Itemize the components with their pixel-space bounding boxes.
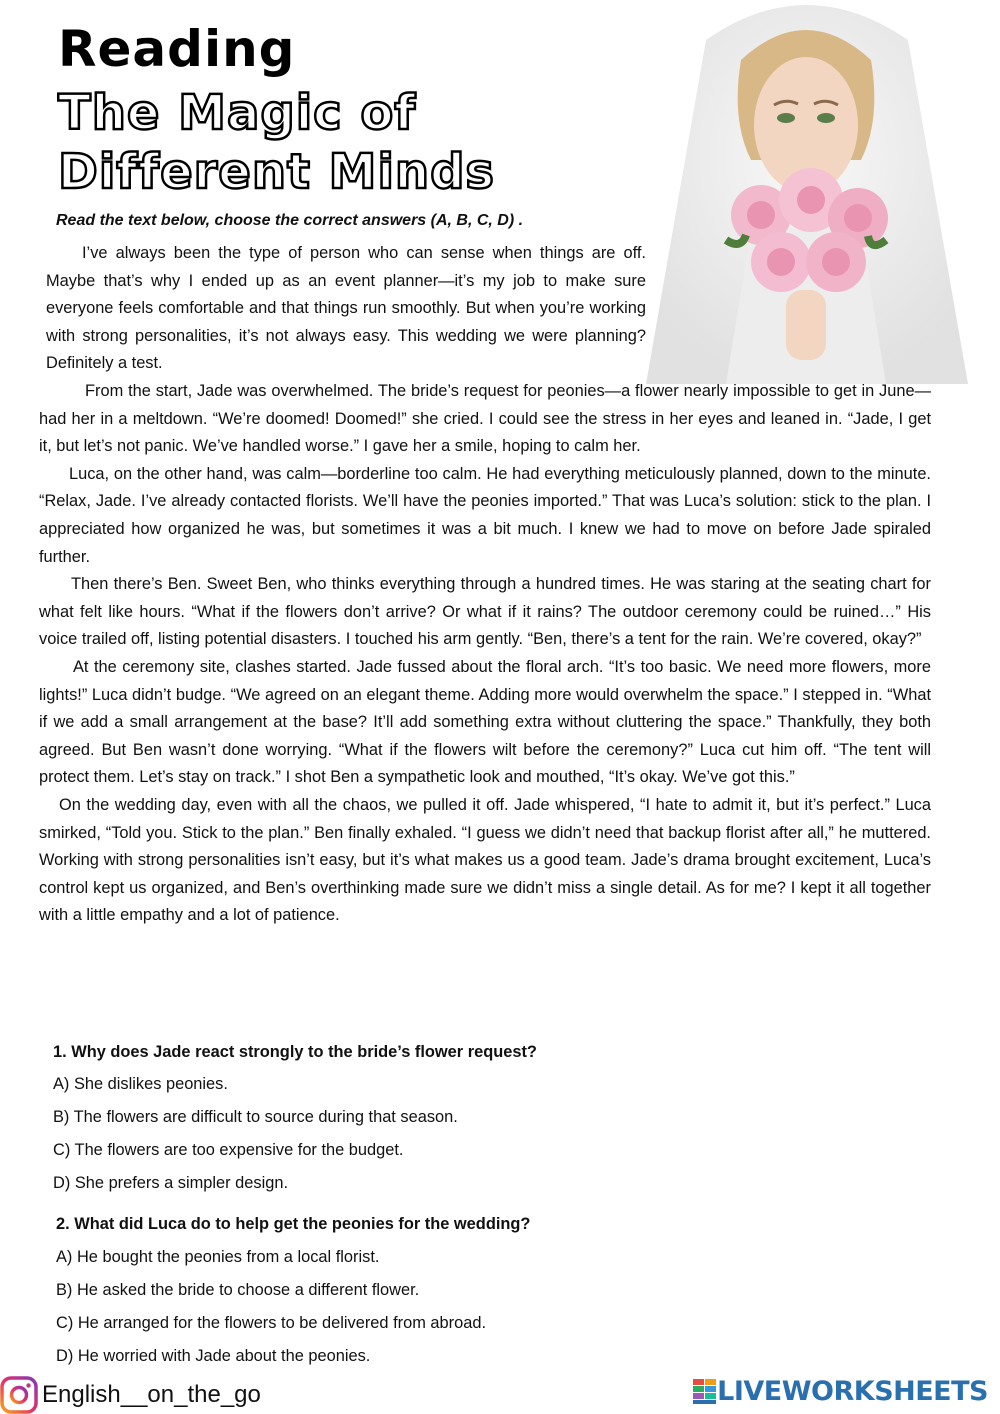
question-1-option-a[interactable]: A) She dislikes peonies.: [53, 1075, 228, 1093]
question-2-option-c[interactable]: C) He arranged for the flowers to be delivered from abroad.: [56, 1314, 487, 1332]
instagram-icon: [0, 1376, 38, 1414]
question-1-prompt: 1. Why does Jade react strongly to the bride’s flower request?: [53, 1043, 537, 1061]
bride-illustration: [646, 0, 968, 384]
question-2-option-d[interactable]: D) He worried with Jade about the peonies.: [56, 1347, 371, 1365]
question-2-option-a[interactable]: A) He bought the peonies from a local florist.: [56, 1248, 380, 1266]
liveworksheets-icon: [693, 1379, 717, 1405]
question-1-option-b[interactable]: B) The flowers are difficult to source during that season.: [53, 1108, 458, 1126]
passage-paragraph-5: At the ceremony site, clashes started. Jade fussed about the floral arch. “It’s too basic. We need more flowers, more lights!” Luca didn’t budge. “We agreed on an elegant theme. Adding more would overwhelm the space.” I stepped in. “What if we add a small arrangement at the base? It’ll add something extra without cluttering the space.” Thankfully, they both agreed. But Ben wasn’t done worrying. “What if the flowers wilt before the ceremony?” Luca cut him off. “The tent will protect them. Let’s stay on track.” I shot Ben a sympathetic look and mouthed, “It’s okay. We’ve got this.”: [39, 657, 931, 787]
question-2-prompt: 2. What did Luca do to help get the peonies for the wedding?: [56, 1215, 531, 1233]
liveworksheets-logo: [693, 1376, 988, 1407]
liveworksheets-brand: LIVEWORKSHEETS: [717, 1376, 988, 1407]
instagram-handle: English__on_the_go: [42, 1381, 261, 1408]
passage-paragraph-3: Luca, on the other hand, was calm—borderline too calm. He had everything meticulously planned, down to the minute. “Relax, Jade. I’ve already contacted florists. We’ll have the peonies imported.” That was Luca’s solution: stick to the plan. I appreciated how organized he was, but sometimes it was a bit much. I knew we had to move on before Jade spiraled further.: [39, 464, 931, 566]
question-1-option-d[interactable]: D) She prefers a simpler design.: [53, 1174, 289, 1192]
passage-paragraph-1: I’ve always been the type of person who can sense when things are off. Maybe that’s why I ended up as an event planner—it’s my job to make sure everyone feels comfortable and that things run smoothly. But when you’re working with strong personalities, it’s not always easy. This wedding we were planning? Definitely a test.: [46, 244, 646, 373]
page-title: The Magic of Different Minds: [58, 85, 495, 200]
passage-paragraph-4: Then there’s Ben. Sweet Ben, who thinks everything through a hundred times. He was staring at the seating chart for what felt like hours. “What if the flowers don’t arrive? Or what if it rains? The outdoor ceremony could be ruined…” His voice trailed off, listing potential disasters. I touched his arm gently. “Ben, there’s a tent for the rain. We’re covered, okay?”: [39, 575, 931, 649]
passage-body: [39, 378, 931, 930]
passage-paragraph-6: On the wedding day, even with all the chaos, we pulled it off. Jade whispered, “I hate to admit it, but it’s perfect.” Luca smirked, “Told you. Stick to the plan.” Ben finally exhaled. “I guess we didn’t need that backup florist after all,” he muttered. Working with strong personalities isn’t easy, but it’s what makes us a good team. Jade’s drama brought excitement, Luca’s control kept us organized, and Ben’s overthinking made sure we didn’t miss a single detail. As for me? I kept it all together with a little empathy and a lot of patience.: [39, 795, 931, 925]
question-2-option-b[interactable]: B) He asked the bride to choose a different flower.: [56, 1281, 420, 1299]
instagram-credit: [0, 1376, 261, 1414]
instructions: Read the text below, choose the correct answers (A, B, C, D) .: [56, 212, 524, 229]
passage-paragraph-2: From the start, Jade was overwhelmed. The bride’s request for peonies—a flower nearly impossible to get in June—had her in a meltdown. “We’re doomed! Doomed!” she cried. I could see the stress in her eyes and leaned in. “Jade, I get it, but let’s not panic. We’ve handled worse.” I gave her a smile, hoping to calm her.: [39, 382, 931, 456]
page-heading: Reading: [58, 20, 296, 78]
question-1-option-c[interactable]: C) The flowers are too expensive for the budget.: [53, 1141, 404, 1159]
